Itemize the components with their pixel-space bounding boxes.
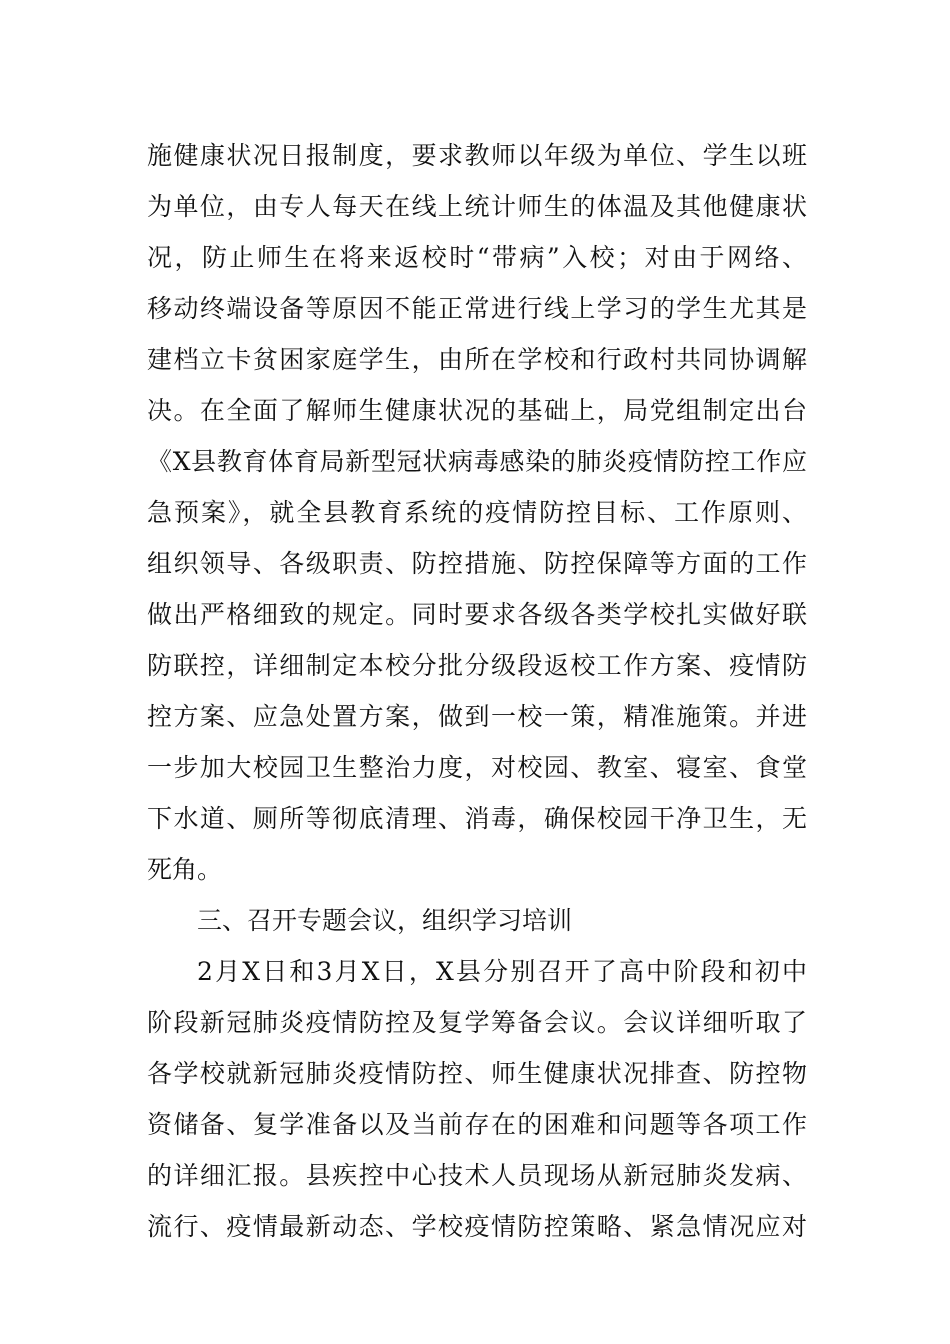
paragraph-1-line-11: 防联控，详细制定本校分批分级段返校工作方案、疫情防: [147, 651, 807, 680]
paragraph-1-line-5: 建档立卡贫困家庭学生，由所在学校和行政村共同协调解: [147, 345, 807, 374]
paragraph-2-line-4: 资储备、复学准备以及当前存在的困难和问题等各项工作: [147, 1110, 807, 1139]
paragraph-2-line-2: 阶段新冠肺炎疫情防控及复学筹备会议。会议详细听取了: [147, 1008, 807, 1037]
paragraph-1-line-10: 做出严格细致的规定。同时要求各级各类学校扎实做好联: [147, 600, 807, 629]
paragraph-1-line-8: 急预案》，就全县教育系统的疫情防控目标、工作原则、: [147, 498, 807, 527]
paragraph-1-line-13: 一步加大校园卫生整治力度，对校园、教室、寝室、食堂: [147, 753, 807, 782]
paragraph-1-line-15: 死角。: [147, 855, 223, 884]
paragraph-1-line-4: 移动终端设备等原因不能正常进行线上学习的学生尤其是: [147, 294, 807, 323]
paragraph-1-line-1: 施健康状况日报制度，要求教师以年级为单位、学生以班: [147, 141, 807, 170]
paragraph-1-line-3: 况，防止师生在将来返校时“带病”入校；对由于网络、: [147, 243, 807, 272]
paragraph-1-line-14: 下水道、厕所等彻底清理、消毒，确保校园干净卫生，无: [147, 804, 807, 833]
section-heading: 三、召开专题会议，组织学习培训: [197, 906, 573, 935]
paragraph-1-line-9: 组织领导、各级职责、防控措施、防控保障等方面的工作: [147, 549, 807, 578]
paragraph-1-line-7: 《X县教育体育局新型冠状病毒感染的肺炎疫情防控工作应: [147, 447, 807, 476]
paragraph-2-line-5: 的详细汇报。县疾控中心技术人员现场从新冠肺炎发病、: [147, 1161, 807, 1190]
paragraph-1-line-12: 控方案、应急处置方案，做到一校一策，精准施策。并进: [147, 702, 807, 731]
paragraph-1-line-6: 决。在全面了解师生健康状况的基础上，局党组制定出台: [147, 396, 807, 425]
paragraph-2-line-6: 流行、疫情最新动态、学校疫情防控策略、紧急情况应对: [147, 1212, 807, 1241]
paragraph-1-line-2: 为单位，由专人每天在线上统计师生的体温及其他健康状: [147, 192, 807, 221]
paragraph-2-line-1: 2月X日和3月X日，X县分别召开了高中阶段和初中: [197, 957, 807, 986]
paragraph-2-line-3: 各学校就新冠肺炎疫情防控、师生健康状况排查、防控物: [147, 1059, 807, 1088]
